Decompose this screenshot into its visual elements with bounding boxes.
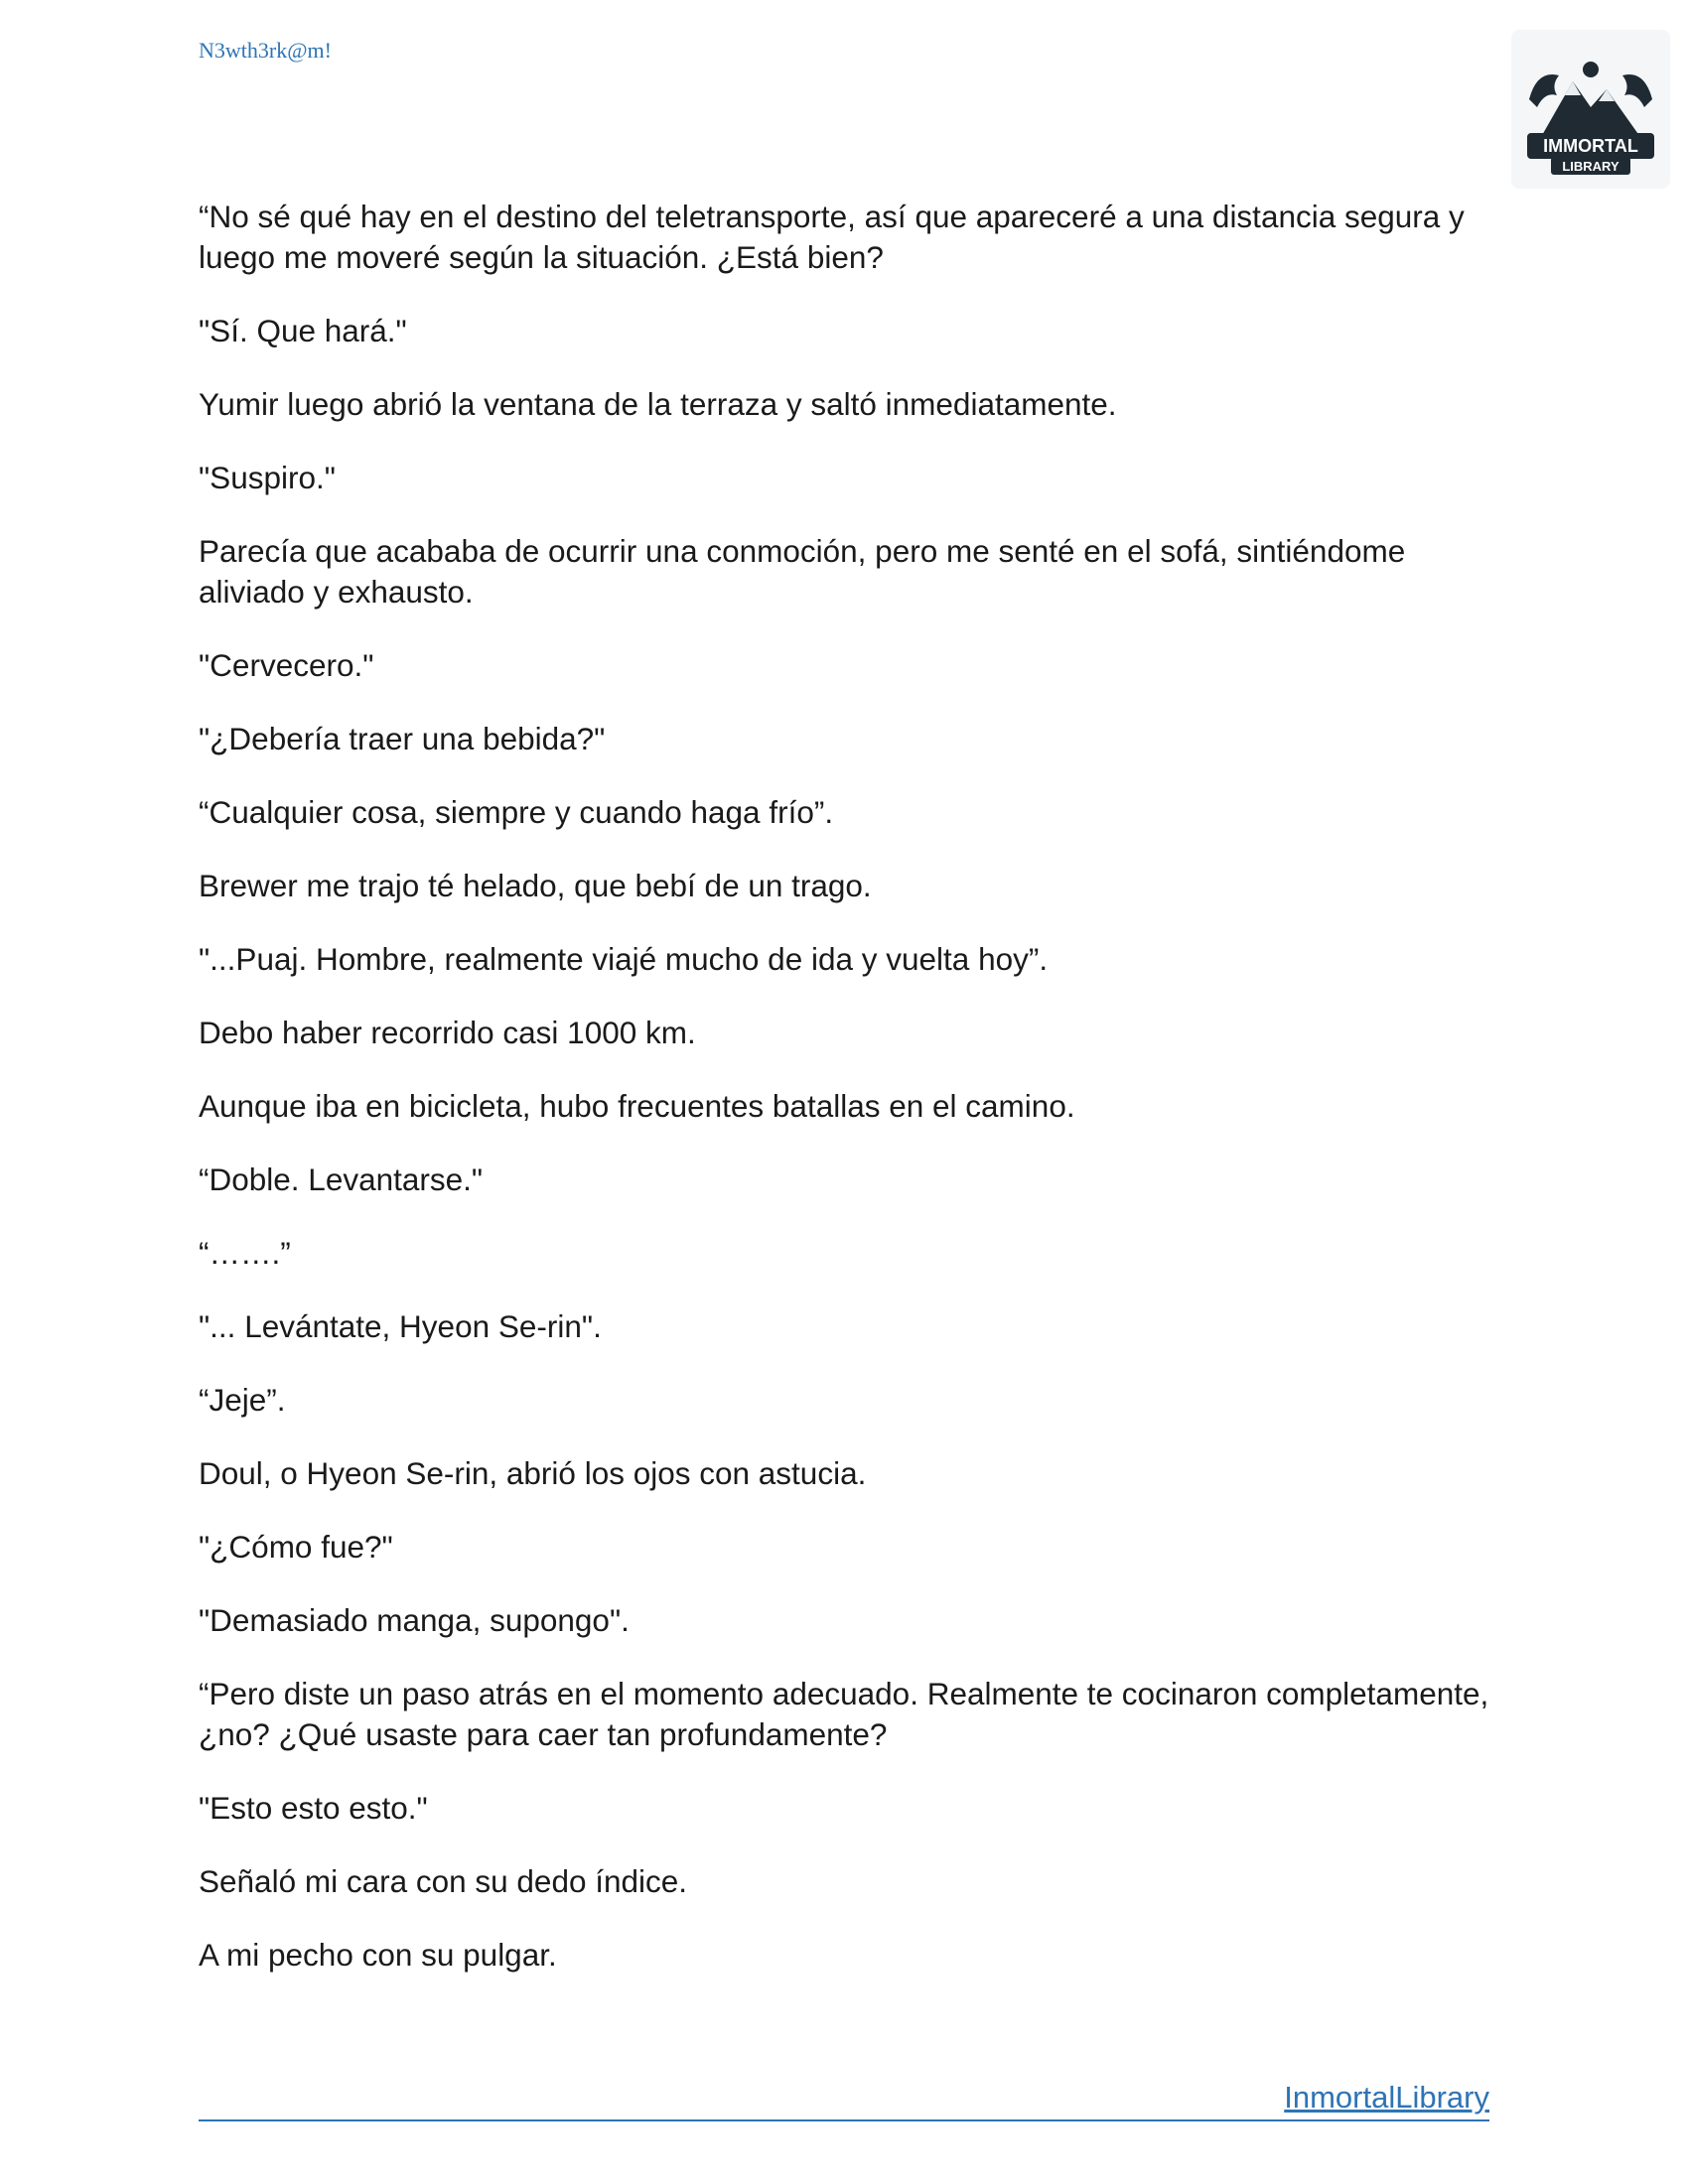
paragraph: Parecía que acababa de ocurrir una conmoción, pero me senté en el sofá, sintiéndome aliviado y exhausto. (199, 533, 1406, 610)
paragraph: "... Levántate, Hyeon Se-rin". (199, 1308, 602, 1344)
paragraph: "Demasiado manga, supongo". (199, 1602, 630, 1638)
footer-divider (199, 2119, 1489, 2121)
paragraph: A mi pecho con su pulgar. (199, 1937, 557, 1973)
footer-link[interactable]: InmortalLibrary (1284, 2080, 1489, 2115)
logo-text-line1: IMMORTAL (1543, 136, 1638, 156)
header-watermark: N3wth3rk@m! (199, 38, 332, 63)
logo-text-line2: LIBRARY (1562, 159, 1619, 174)
paragraph: "Sí. Que hará." (199, 313, 407, 348)
paragraph: "¿Debería traer una bebida?" (199, 721, 606, 756)
paragraph: "¿Cómo fue?" (199, 1529, 393, 1565)
paragraph: Doul, o Hyeon Se-rin, abrió los ojos con astucia. (199, 1455, 867, 1491)
paragraph: “Doble. Levantarse." (199, 1161, 484, 1197)
paragraph: “Jeje”. (199, 1382, 286, 1418)
paragraph: “…….” (199, 1235, 291, 1271)
document-body (199, 197, 1489, 2008)
paragraph: Yumir luego abrió la ventana de la terraza y saltó inmediatamente. (199, 386, 1117, 422)
paragraph: Señaló mi cara con su dedo índice. (199, 1863, 688, 1899)
paragraph: "Suspiro." (199, 460, 336, 495)
paragraph: "...Puaj. Hombre, realmente viajé mucho de ida y vuelta hoy”. (199, 941, 1049, 977)
paragraph: Debo haber recorrido casi 1000 km. (199, 1015, 696, 1050)
paragraph: "Esto esto esto." (199, 1790, 428, 1826)
paragraph: "Cervecero." (199, 647, 374, 683)
immortal-library-logo (1511, 30, 1670, 189)
paragraph: “Pero diste un paso atrás en el momento adecuado. Realmente te cocinaron completamente, ¿no? ¿Qué usaste para caer tan profundamente? (199, 1676, 1489, 1752)
paragraph: Brewer me trajo té helado, que bebí de un trago. (199, 868, 872, 903)
paragraph: “No sé qué hay en el destino del teletransporte, así que apareceré a una distancia segura y luego me moveré según la situación. ¿Está bien? (199, 199, 1465, 275)
paragraph: Aunque iba en bicicleta, hubo frecuentes batallas en el camino. (199, 1088, 1075, 1124)
paragraph: “Cualquier cosa, siempre y cuando haga frío”. (199, 794, 834, 830)
